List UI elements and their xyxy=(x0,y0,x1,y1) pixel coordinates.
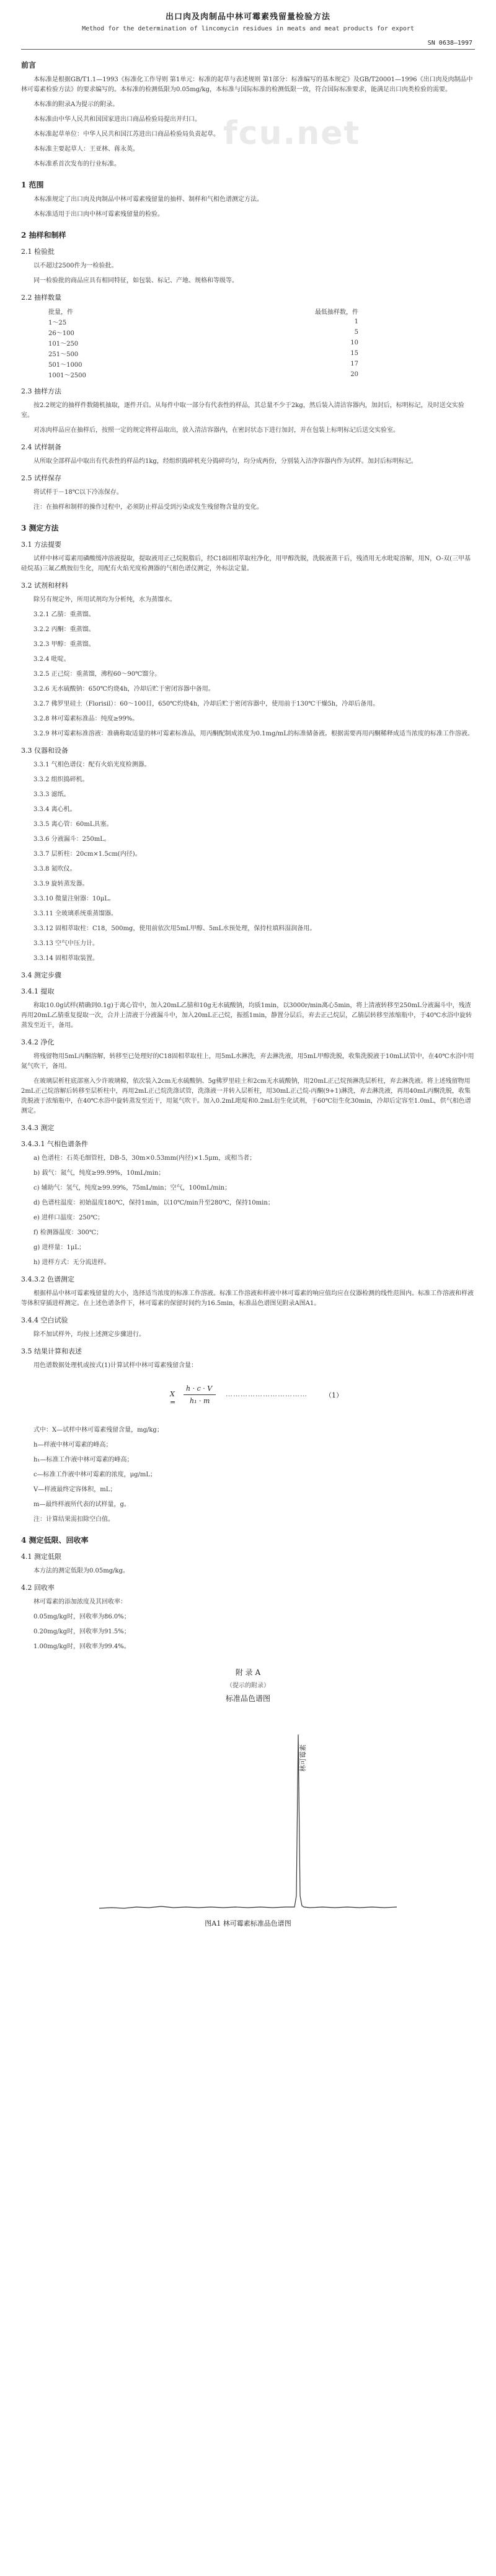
subsection-title: 3.2 试剂和材料 xyxy=(21,581,68,590)
peak-label: 林可霉素 xyxy=(299,1744,307,1772)
table-cell: 5 xyxy=(354,329,358,336)
paragraph: 试样中林可霉素用磷酸缓冲溶液提取，提取液用正己烷脱脂后，经C18固相萃取柱净化，用甲醇洗脱，洗脱液蒸干后，残渣用无水吡啶溶解，用N，O-双(三甲基硅烷基)三氟乙酰胺衍生化，用配有火焰光度检测器的气相色谱仪测定，外标法定量。 xyxy=(21,555,471,572)
fraction-bar xyxy=(184,1394,216,1395)
table-row xyxy=(48,316,383,327)
formula-definition: h₁—标准工作液中林可霉素的峰高； xyxy=(33,1456,133,1463)
paragraph: 按2.2规定的抽样件数随机抽取，逐件开启。从每件中取一部分有代表性的样品，其总量不少于2kg，然后装入清洁容器内，加封后，标明标记，及时送交实验室。 xyxy=(21,402,464,419)
formula-definition: V—样液最终定容体积，mL； xyxy=(33,1486,117,1493)
subsection-title: 2.4 试样制备 xyxy=(21,443,61,451)
formula-leader: …………………………… xyxy=(226,1390,308,1398)
gc-condition-item: d) 色谱柱温度：初始温度180℃，保持1min，以10℃/min升至280℃，保持10min； xyxy=(33,1200,274,1206)
table-row xyxy=(48,338,383,348)
section-heading-scope: 1 范围 xyxy=(21,181,44,189)
paragraph: 以不超过2500件为一检验批。 xyxy=(33,263,118,269)
annex-note: （提示的附录） xyxy=(226,1682,270,1689)
reagent-item: 3.2.9 林可霉素标准溶液：准确称取适量的林可霉素标准品，用丙酮配制成浓度为0.1mg/mL的标准储备液。根据需要再用丙酮稀释成适当浓度的标准工作溶液。 xyxy=(33,730,474,737)
apparatus-item: 3.3.3 滤纸。 xyxy=(33,791,70,798)
recovery-item: 1.00mg/kg时，回收率为99.4%。 xyxy=(33,1643,130,1650)
figure-caption: 图A1 林可霉素标准品色谱图 xyxy=(205,1919,291,1928)
table-cell: 15 xyxy=(350,350,358,357)
table-cell: 101～250 xyxy=(48,341,79,348)
apparatus-item: 3.3.14 固相萃取装置。 xyxy=(33,955,99,962)
table-cell: 1001～2500 xyxy=(48,372,86,379)
apparatus-item: 3.3.11 全玻璃系统重蒸馏器。 xyxy=(33,910,117,917)
formula-definition: h—样液中林可霉素的峰高； xyxy=(33,1442,112,1448)
header-rule xyxy=(21,49,475,50)
table-row xyxy=(48,359,383,369)
subsection-title: 3.4.3 测定 xyxy=(21,1124,55,1132)
paragraph: 林可霉素的添加浓度及其回收率： xyxy=(33,1599,126,1605)
section-heading-lod: 4 测定低限、回收率 xyxy=(21,1536,89,1545)
gc-condition-item: b) 载气：氮气，纯度≥99.99%，10mL/min； xyxy=(33,1170,165,1177)
paragraph: 本方法的测定低限为0.05mg/kg。 xyxy=(33,1568,129,1574)
table-cell: 501～1000 xyxy=(48,362,82,369)
reagent-item: 3.2.5 正己烷：重蒸馏，沸程60～90℃馏分。 xyxy=(33,671,161,678)
annex-heading: 附 录 A xyxy=(235,1668,261,1677)
table-cell: 10 xyxy=(350,339,358,346)
note: 注：计算结果需扣除空白值。 xyxy=(33,1516,114,1523)
subsection-title: 3.4.3.2 色谱测定 xyxy=(21,1275,74,1283)
gc-condition-item: c) 辅助气：氢气，纯度≥99.99%，75mL/min；空气，100mL/min； xyxy=(33,1185,231,1192)
chromatogram-figure xyxy=(87,1710,409,1914)
annex-title: 标准品色谱图 xyxy=(225,1694,270,1703)
formula xyxy=(21,1382,475,1419)
apparatus-item: 3.3.7 层析柱：20cm×1.5cm(内径)。 xyxy=(33,851,141,858)
reagent-item: 3.2.6 无水硫酸钠：650℃灼烧4h，冷却后贮于密闭容器中备用。 xyxy=(33,686,215,693)
foreword-paragraph: 本标准是根据GB/T1.1—1993《标准化工作导则 第1单元：标准的起草与表述规则 第1部分：标准编写的基本规定》及GB/T20001—1996《出口肉及肉制品中林可霉素检验方法》的要求编写的。本标准的检测低限为0.05mg/kg，本标准与国际标准的检测低限一致，符合国际标准要求，能满足出口肉类检验的需要。 xyxy=(21,76,473,93)
subsection-title: 3.4.4 空白试验 xyxy=(21,1316,68,1324)
subsection-title: 4.1 测定低限 xyxy=(21,1553,61,1561)
apparatus-item: 3.3.4 离心机。 xyxy=(33,806,76,813)
paragraph: 将残留物用5mL丙酮溶解，转移至已处理好的C18固相萃取柱上，用5mL水淋洗，弃去淋洗液，用5mL甲醇洗脱，收集洗脱液于10mL试管中，在40℃水浴中用氮气吹干，备用。 xyxy=(21,1053,474,1070)
formula-lhs: X = xyxy=(170,1390,176,1406)
reagent-item: 3.2.1 乙腈：重蒸馏。 xyxy=(33,611,95,618)
foreword-paragraph: 本标准起草单位：中华人民共和国江苏进出口商品检验局负责起草。 xyxy=(33,131,219,138)
formula-definition: c—标准工作液中林可霉素的浓度，μg/mL； xyxy=(33,1471,156,1478)
standard-number: SN 0638—1997 xyxy=(427,40,472,47)
gc-condition-item: h) 进样方式：无分流进样。 xyxy=(33,1259,110,1266)
formula-definition: m—最终样液所代表的试样量，g。 xyxy=(33,1501,130,1508)
watermark: fcu.net xyxy=(223,115,361,152)
subsection-title: 2.3 抽样方法 xyxy=(21,387,61,395)
document-title: 出口肉及肉制品中林可霉素残留量检验方法 xyxy=(165,12,330,22)
apparatus-item: 3.3.12 固相萃取柱：C18，500mg，使用前依次用5mL甲醇、5mL水预处理，保持柱填料湿润备用。 xyxy=(33,925,316,932)
apparatus-item: 3.3.2 组织捣碎机。 xyxy=(33,776,89,783)
subsection-title: 4.2 回收率 xyxy=(21,1584,55,1592)
subsection-title: 2.1 检验批 xyxy=(21,248,55,256)
scope-paragraph: 本标准规定了出口肉及肉制品中林可霉素残留量的抽样、制样和气相色谱测定方法。 xyxy=(33,196,263,203)
foreword-paragraph: 本标准由中华人民共和国国家进出口商品检验局提出并归口。 xyxy=(33,116,201,123)
paragraph: 在玻璃层析柱底部塞入少许玻璃棉，依次装入2cm无水硫酸钠、5g佛罗里硅土和2cm无水硫酸钠，用20mL正己烷预淋洗层析柱，弃去淋洗液。将上述残留物用2mL正己烷溶解后转移至层析柱中，再用2mL正己烷洗涤试管，洗涤液一并转入层析柱，用30mL正己烷-丙酮(9+1)淋洗，弃去淋洗液，再用40mL丙酮洗脱，收集洗脱液于浓缩瓶中，在40℃水浴中旋转蒸发至近干，用氮气吹干。加入0.2mL吡啶和0.2mL衍生化试剂，于60℃衍生化30min，冷却后定容至1.0mL，供气相色谱测定。 xyxy=(21,1078,471,1115)
gc-condition-item: e) 进样口温度：250℃； xyxy=(33,1214,104,1221)
table-row xyxy=(48,348,383,359)
apparatus-item: 3.3.10 微量注射器：10μL。 xyxy=(33,895,115,902)
table-cell: 251～500 xyxy=(48,351,79,358)
chromatogram xyxy=(87,1710,409,1914)
table-header-cell: 最低抽样数，件 xyxy=(315,309,358,316)
reagent-item: 3.2.3 甲醇：重蒸馏。 xyxy=(33,641,95,648)
paragraph: 称取10.0g试样(精确到0.1g)于离心管中，加入20mL乙腈和10g无水硫酸钠，均质1min，以3000r/min离心5min，将上清液转移至250mL分液漏斗中，残渣再用20mL乙腈重复提取一次，合并上清液于分液漏斗中，加入20mL正己烷，振摇1min，静置分层后，弃去正己烷层，乙腈层转移至浓缩瓶中，于40℃水浴中旋转蒸发至近干，备用。 xyxy=(21,1002,472,1029)
table-header-cell: 批量，件 xyxy=(48,309,73,316)
table-header-row xyxy=(48,306,383,316)
subsection-title: 3.4.2 净化 xyxy=(21,1038,55,1046)
document-english-title: Method for the determination of lincomycin residues in meats and meat products for export xyxy=(82,25,414,32)
table-cell: 20 xyxy=(350,371,358,378)
apparatus-item: 3.3.9 旋转蒸发器。 xyxy=(33,881,89,887)
foreword-paragraph: 本标准主要起草人：王亚林、蒋永英。 xyxy=(33,146,139,153)
gc-condition-item: f) 检测器温度：300℃； xyxy=(33,1229,103,1236)
foreword-paragraph: 本标准的附录A为提示的附录。 xyxy=(33,101,119,108)
sampling-table xyxy=(48,306,383,380)
recovery-item: 0.05mg/kg时，回收率为86.0%； xyxy=(33,1613,130,1620)
reagent-item: 3.2.4 吡啶。 xyxy=(33,656,70,663)
paragraph: 对冻肉样品应在抽样后，按照一定的规定将样品取出，放入清洁容器内，在密封状态下进行加封，并在包装上标明标记后送交实验室。 xyxy=(33,427,399,434)
reagent-item: 3.2.8 林可霉素标准品：纯度≥99%。 xyxy=(33,716,139,722)
subsection-title: 3.4 测定步骤 xyxy=(21,971,61,979)
formula-number: （1） xyxy=(325,1391,343,1399)
subsection-title: 2.5 试样保存 xyxy=(21,474,61,482)
paragraph: 将试样于－18℃以下冷冻保存。 xyxy=(33,489,123,496)
paragraph: 除另有规定外，所用试剂均为分析纯，水为蒸馏水。 xyxy=(33,596,176,603)
apparatus-item: 3.3.13 空气中压力计。 xyxy=(33,940,99,947)
subsection-title: 3.4.1 提取 xyxy=(21,987,55,995)
section-heading-method: 3 测定方法 xyxy=(21,524,59,532)
paragraph: 从所取全部样品中取出有代表性的样品约1kg，经组织捣碎机充分捣碎均匀，均分成两份，分别装入洁净容器内作为试样。加封后标明标记。 xyxy=(33,458,417,465)
apparatus-item: 3.3.5 离心管：60mL具塞。 xyxy=(33,821,113,828)
scope-paragraph: 本标准适用于出口肉中林可霉素残留量的检验。 xyxy=(33,211,164,218)
table-row xyxy=(48,327,383,338)
note: 注：在抽样和制样的操作过程中，必须防止样品受到污染或发生残留物含量的变化。 xyxy=(33,504,263,511)
paragraph: 用色谱数据处理机或按式(1)计算试样中林可霉素残留含量： xyxy=(33,1362,198,1369)
table-cell: 1～25 xyxy=(48,320,67,326)
formula-definition: 式中：X—试样中林可霉素残留含量，mg/kg； xyxy=(33,1427,163,1434)
subsection-title: 3.4.3.1 气相色谱条件 xyxy=(21,1140,88,1148)
subsection-title: 2.2 抽样数量 xyxy=(21,294,61,302)
apparatus-item: 3.3.1 气相色谱仪：配有火焰光度检测器。 xyxy=(33,761,151,768)
table-row xyxy=(48,369,383,380)
subsection-title: 3.3 仪器和设备 xyxy=(21,747,68,755)
paragraph: 同一检验批的商品应具有相同特征，如包装、标记、产地、规格和等级等。 xyxy=(33,277,238,284)
table-cell: 1 xyxy=(354,318,358,325)
foreword-paragraph: 本标准系首次发布的行业标准。 xyxy=(33,161,120,168)
formula-denominator: h₁ · m xyxy=(190,1397,210,1405)
paragraph: 根据样品中林可霉素残留量的大小，选择适当浓度的标准工作溶液。标准工作溶液和样液中林可霉素的响应值均应在仪器检测的线性范围内。标准工作溶液和样液等体积穿插进样测定。在上述色谱条件下，林可霉素的保留时间约为16.5min，标准品色谱图见附录A图A1。 xyxy=(21,1290,474,1307)
reagent-item: 3.2.7 佛罗里硅土（Florisil）：60～100目，650℃灼烧4h，冷却后贮于密闭容器中，使用前于130℃干燥5h，冷却后备用。 xyxy=(33,701,379,707)
apparatus-item: 3.3.8 氮吹仪。 xyxy=(33,866,76,873)
table-cell: 26～100 xyxy=(48,330,74,337)
subsection-title: 3.5 结果计算和表述 xyxy=(21,1347,82,1355)
gc-condition-item: g) 进样量：1μL； xyxy=(33,1244,85,1251)
section-heading-sampling: 2 抽样和制样 xyxy=(21,231,66,240)
table-cell: 17 xyxy=(350,361,358,367)
subsection-title: 3.1 方法提要 xyxy=(21,541,61,549)
reagent-item: 3.2.2 丙酮：重蒸馏。 xyxy=(33,626,95,633)
chromatogram-trace xyxy=(99,1735,397,1908)
gc-condition-item: a) 色谱柱：石英毛细管柱，DB-5，30m×0.53mm(内径)×1.5μm，或相当者； xyxy=(33,1155,256,1162)
foreword-heading: 前言 xyxy=(21,61,37,70)
formula-numerator: h · c · V xyxy=(186,1384,213,1393)
paragraph: 除不加试样外，均按上述测定步骤进行。 xyxy=(33,1331,145,1338)
recovery-item: 0.20mg/kg时，回收率为91.5%； xyxy=(33,1628,130,1635)
apparatus-item: 3.3.6 分液漏斗：250mL。 xyxy=(33,836,110,843)
